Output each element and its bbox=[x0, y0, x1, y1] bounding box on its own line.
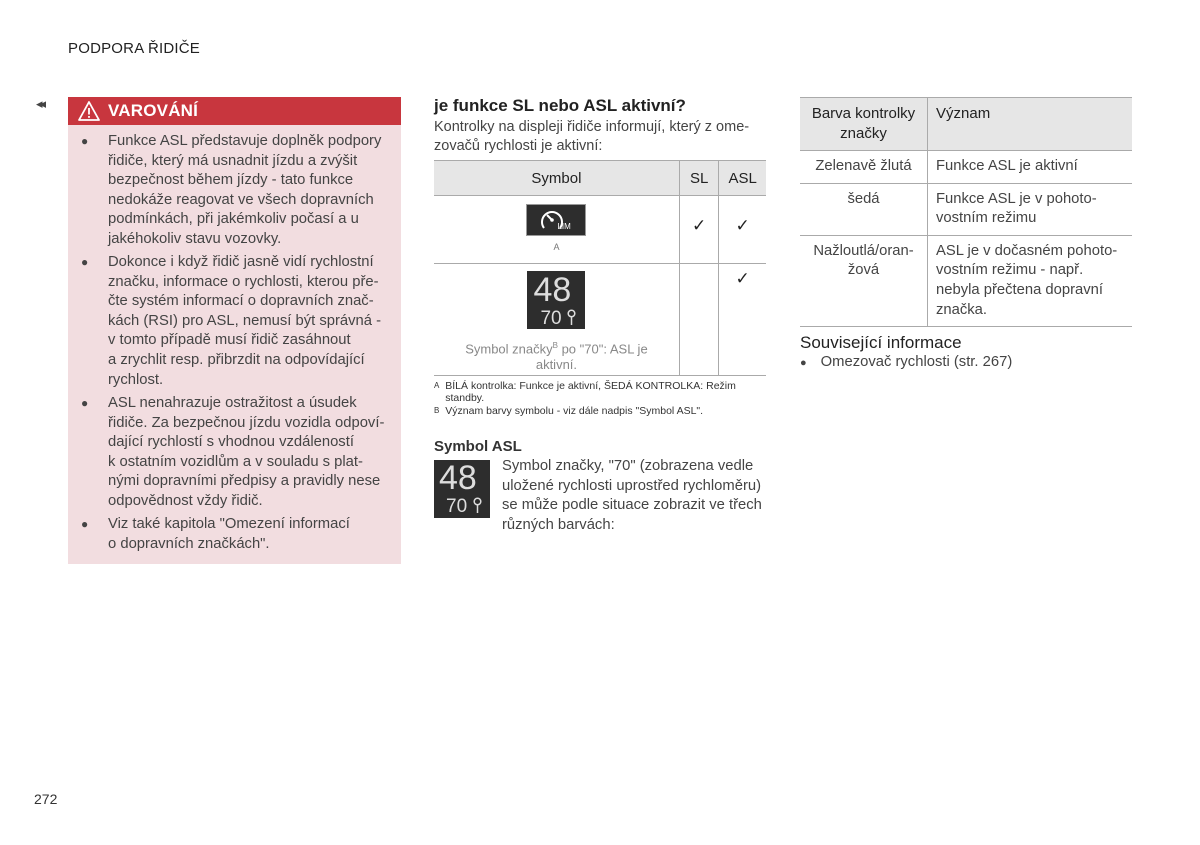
bullet-icon: ● bbox=[81, 134, 89, 148]
warning-box: VAROVÁNÍ ● Funkce ASL představuje doplněk podpory řidiče, který má usnadnit jízdu a zvýšit bezpečnost během jízdy - tato funkce nedokáže reagovat ve všech dopravních podmínkách, při jakémkoliv počasí a u jakéhokoliv stavu vozovky. ● Dokonce i když řidič jasně vidí rychlostní značku, informace o rychlosti, kterou pře- čte systém informací o dopravních znač- kách (RSI) pro ASL, nemusí být správná - v tomto případě musí řidič zasáhnout a zrychlit resp. přibrzdit na odpovídající rychlost. ● ASL nenahrazuje ostražitost a úsudek řidiče. Za bezpečnou jízdu vozidla odpoví- dající rychlostí s vhodnou vzdáleností k ostatním vozidlům a v souladu s plat- nými dopravními předpisy a pravidly nese odpovědnost vždy řidič. ● Viz také kapitola "Omezení informací o dopravních značkách". bbox=[68, 97, 401, 564]
footnote-ref: A bbox=[553, 242, 560, 252]
meaning-cell: Funkce ASL je v pohoto- vostním režimu bbox=[928, 183, 1133, 235]
warning-triangle-icon bbox=[78, 101, 100, 121]
asl-check: ✓ bbox=[719, 196, 766, 264]
color-cell: šedá bbox=[800, 183, 928, 235]
footnote-b: $^B$ Význam barvy symbolu - viz dále nadpis "Symbol ASL". bbox=[434, 405, 704, 417]
col-header-color: Barva kontrolky značky bbox=[800, 98, 928, 151]
asl-limit: 70 bbox=[446, 496, 468, 517]
bullet-icon: ● bbox=[800, 357, 807, 369]
symbol-caption: Symbol značky$^B$ po "70": ASL je aktivní. bbox=[465, 341, 648, 373]
asl-pin-icon bbox=[473, 497, 482, 514]
sign-pin-icon bbox=[567, 309, 576, 326]
col-header-sl: SL bbox=[679, 161, 718, 196]
back-chevrons-icon[interactable]: ◂◂ bbox=[36, 96, 44, 111]
symbol-cell bbox=[434, 196, 679, 264]
related-heading: Související informace bbox=[800, 333, 962, 352]
sl-check: ✓ bbox=[679, 196, 718, 264]
color-cell: Nažloutlá/oran- žová bbox=[800, 235, 928, 326]
page-header: PODPORA ŘIDIČE bbox=[68, 40, 200, 57]
table-row bbox=[800, 183, 1132, 235]
footnote-a: $^A$ BÍLÁ kontrolka: Funkce je aktivní, ŠEDÁ KONTROLKA: Režim standby. bbox=[434, 380, 736, 404]
related-link[interactable]: ● Omezovač rychlosti (str. 267) bbox=[800, 354, 1013, 370]
sign-limit: 70 bbox=[540, 308, 562, 329]
col-header-asl: ASL bbox=[719, 161, 766, 196]
table-row bbox=[434, 264, 766, 376]
current-speed: 48 bbox=[533, 271, 572, 309]
col-header-meaning: Význam bbox=[928, 98, 1133, 151]
asl-symbol-image bbox=[434, 460, 490, 518]
speed-sign-symbol bbox=[527, 271, 585, 329]
section-intro: Kontrolky na displeji řidiče informují, který z ome- zovačů rychlosti je aktivní: bbox=[434, 119, 750, 154]
sl-check bbox=[679, 264, 718, 376]
warning-header bbox=[68, 97, 401, 125]
bullet-icon: ● bbox=[81, 517, 89, 531]
bullet-icon: ● bbox=[81, 255, 89, 269]
section-heading: je funkce SL nebo ASL aktivní? bbox=[434, 96, 686, 115]
meaning-cell: ASL je v dočasném pohoto- vostním režimu - např. nebyla přečtena dopravní značka. bbox=[928, 235, 1133, 326]
table-row bbox=[434, 196, 766, 264]
symbol-asl-heading: Symbol ASL bbox=[434, 438, 522, 455]
warning-title: VAROVÁNÍ bbox=[108, 101, 199, 120]
symbol-table bbox=[434, 160, 766, 376]
lim-label: LIM bbox=[557, 222, 571, 231]
symbol-asl-text: Symbol značky, "70" (zobrazena vedle uložené rychlosti uprostřed rychloměru) se může podle situace zobrazit ve třech různých barvách: bbox=[502, 458, 762, 533]
asl-current-speed: 48 bbox=[439, 459, 477, 497]
bullet-icon: ● bbox=[81, 396, 89, 410]
symbol-cell bbox=[434, 264, 679, 376]
table-header-row bbox=[800, 98, 1132, 151]
meaning-cell: Funkce ASL je aktivní bbox=[928, 151, 1133, 184]
table-row bbox=[800, 151, 1132, 184]
asl-check: ✓ bbox=[719, 264, 766, 376]
table-header-row bbox=[434, 161, 766, 196]
col-header-symbol: Symbol bbox=[434, 161, 679, 196]
table-row bbox=[800, 235, 1132, 326]
color-cell: Zelenavě žlutá bbox=[800, 151, 928, 184]
meaning-table bbox=[800, 97, 1132, 327]
speed-limiter-icon bbox=[526, 204, 586, 236]
page-number: 272 bbox=[34, 791, 58, 807]
